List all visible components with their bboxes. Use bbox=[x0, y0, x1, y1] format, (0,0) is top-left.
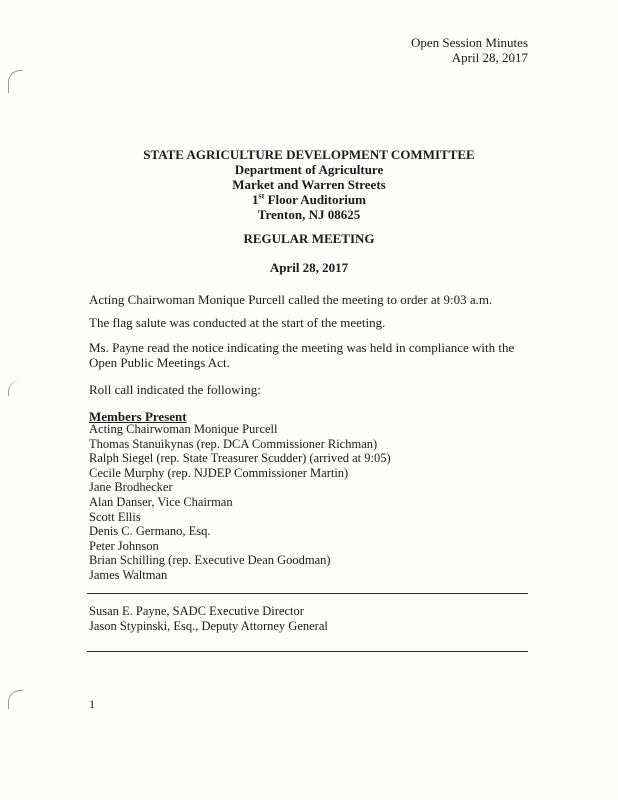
binder-hole-mark bbox=[8, 380, 23, 396]
member-item: Peter Johnson bbox=[89, 538, 159, 553]
document-header bbox=[411, 35, 528, 65]
header-title: Open Session Minutes bbox=[411, 35, 528, 50]
members-list bbox=[89, 422, 391, 583]
venue-name: Floor Auditorium bbox=[264, 192, 366, 207]
floor-ordinal: st bbox=[258, 191, 265, 201]
binder-hole-mark bbox=[8, 70, 23, 93]
call-to-order-paragraph: Acting Chairwoman Monique Purcell called the meeting to order at 9:03 a.m. bbox=[89, 292, 493, 307]
member-item: Acting Chairwoman Monique Purcell bbox=[89, 422, 278, 436]
member-item: Ralph Siegel (rep. State Treasurer Scudder) (arrived at 9:05) bbox=[89, 451, 391, 466]
street-address: Market and Warren Streets bbox=[232, 177, 386, 192]
horizontal-rule-top bbox=[87, 593, 528, 594]
horizontal-rule-bottom bbox=[87, 651, 528, 652]
staff-item: Jason Stypinski, Esq., Deputy Attorney General bbox=[89, 619, 328, 633]
roll-call-paragraph: Roll call indicated the following: bbox=[89, 382, 261, 397]
floor-number: 1 bbox=[252, 192, 259, 207]
committee-title-block bbox=[0, 147, 618, 222]
member-item: Alan Danser, Vice Chairman bbox=[89, 494, 233, 509]
header-date: April 28, 2017 bbox=[451, 50, 528, 65]
binder-hole-mark bbox=[8, 690, 23, 709]
staff-item: Susan E. Payne, SADC Executive Director bbox=[89, 604, 304, 618]
member-item: Thomas Stanuikynas (rep. DCA Commissioner Richman) bbox=[89, 436, 378, 451]
flag-salute-paragraph: The flag salute was conducted at the start of the meeting. bbox=[89, 315, 386, 330]
committee-name: STATE AGRICULTURE DEVELOPMENT COMMITTEE bbox=[143, 147, 475, 162]
meeting-type: REGULAR MEETING bbox=[243, 231, 375, 246]
members-present-heading: Members Present bbox=[89, 409, 187, 424]
staff-list bbox=[89, 604, 328, 634]
notice-paragraph: Ms. Payne read the notice indicating the meeting was held in compliance with the Open Public Meetings Act. bbox=[89, 340, 515, 370]
venue bbox=[0, 192, 618, 207]
page-number: 1 bbox=[89, 697, 95, 711]
city-state-zip: Trenton, NJ 08625 bbox=[257, 207, 361, 222]
member-item: Scott Ellis bbox=[89, 509, 141, 524]
member-item: Jane Brodhecker bbox=[89, 480, 173, 495]
member-item: Cecile Murphy (rep. NJDEP Commissioner Martin) bbox=[89, 465, 349, 480]
member-item: Brian Schilling (rep. Executive Dean Goodman) bbox=[89, 553, 331, 568]
member-item: Denis C. Germano, Esq. bbox=[89, 524, 211, 539]
member-item: James Waltman bbox=[89, 567, 168, 582]
meeting-date: April 28, 2017 bbox=[269, 260, 349, 275]
department-name: Department of Agriculture bbox=[234, 162, 384, 177]
